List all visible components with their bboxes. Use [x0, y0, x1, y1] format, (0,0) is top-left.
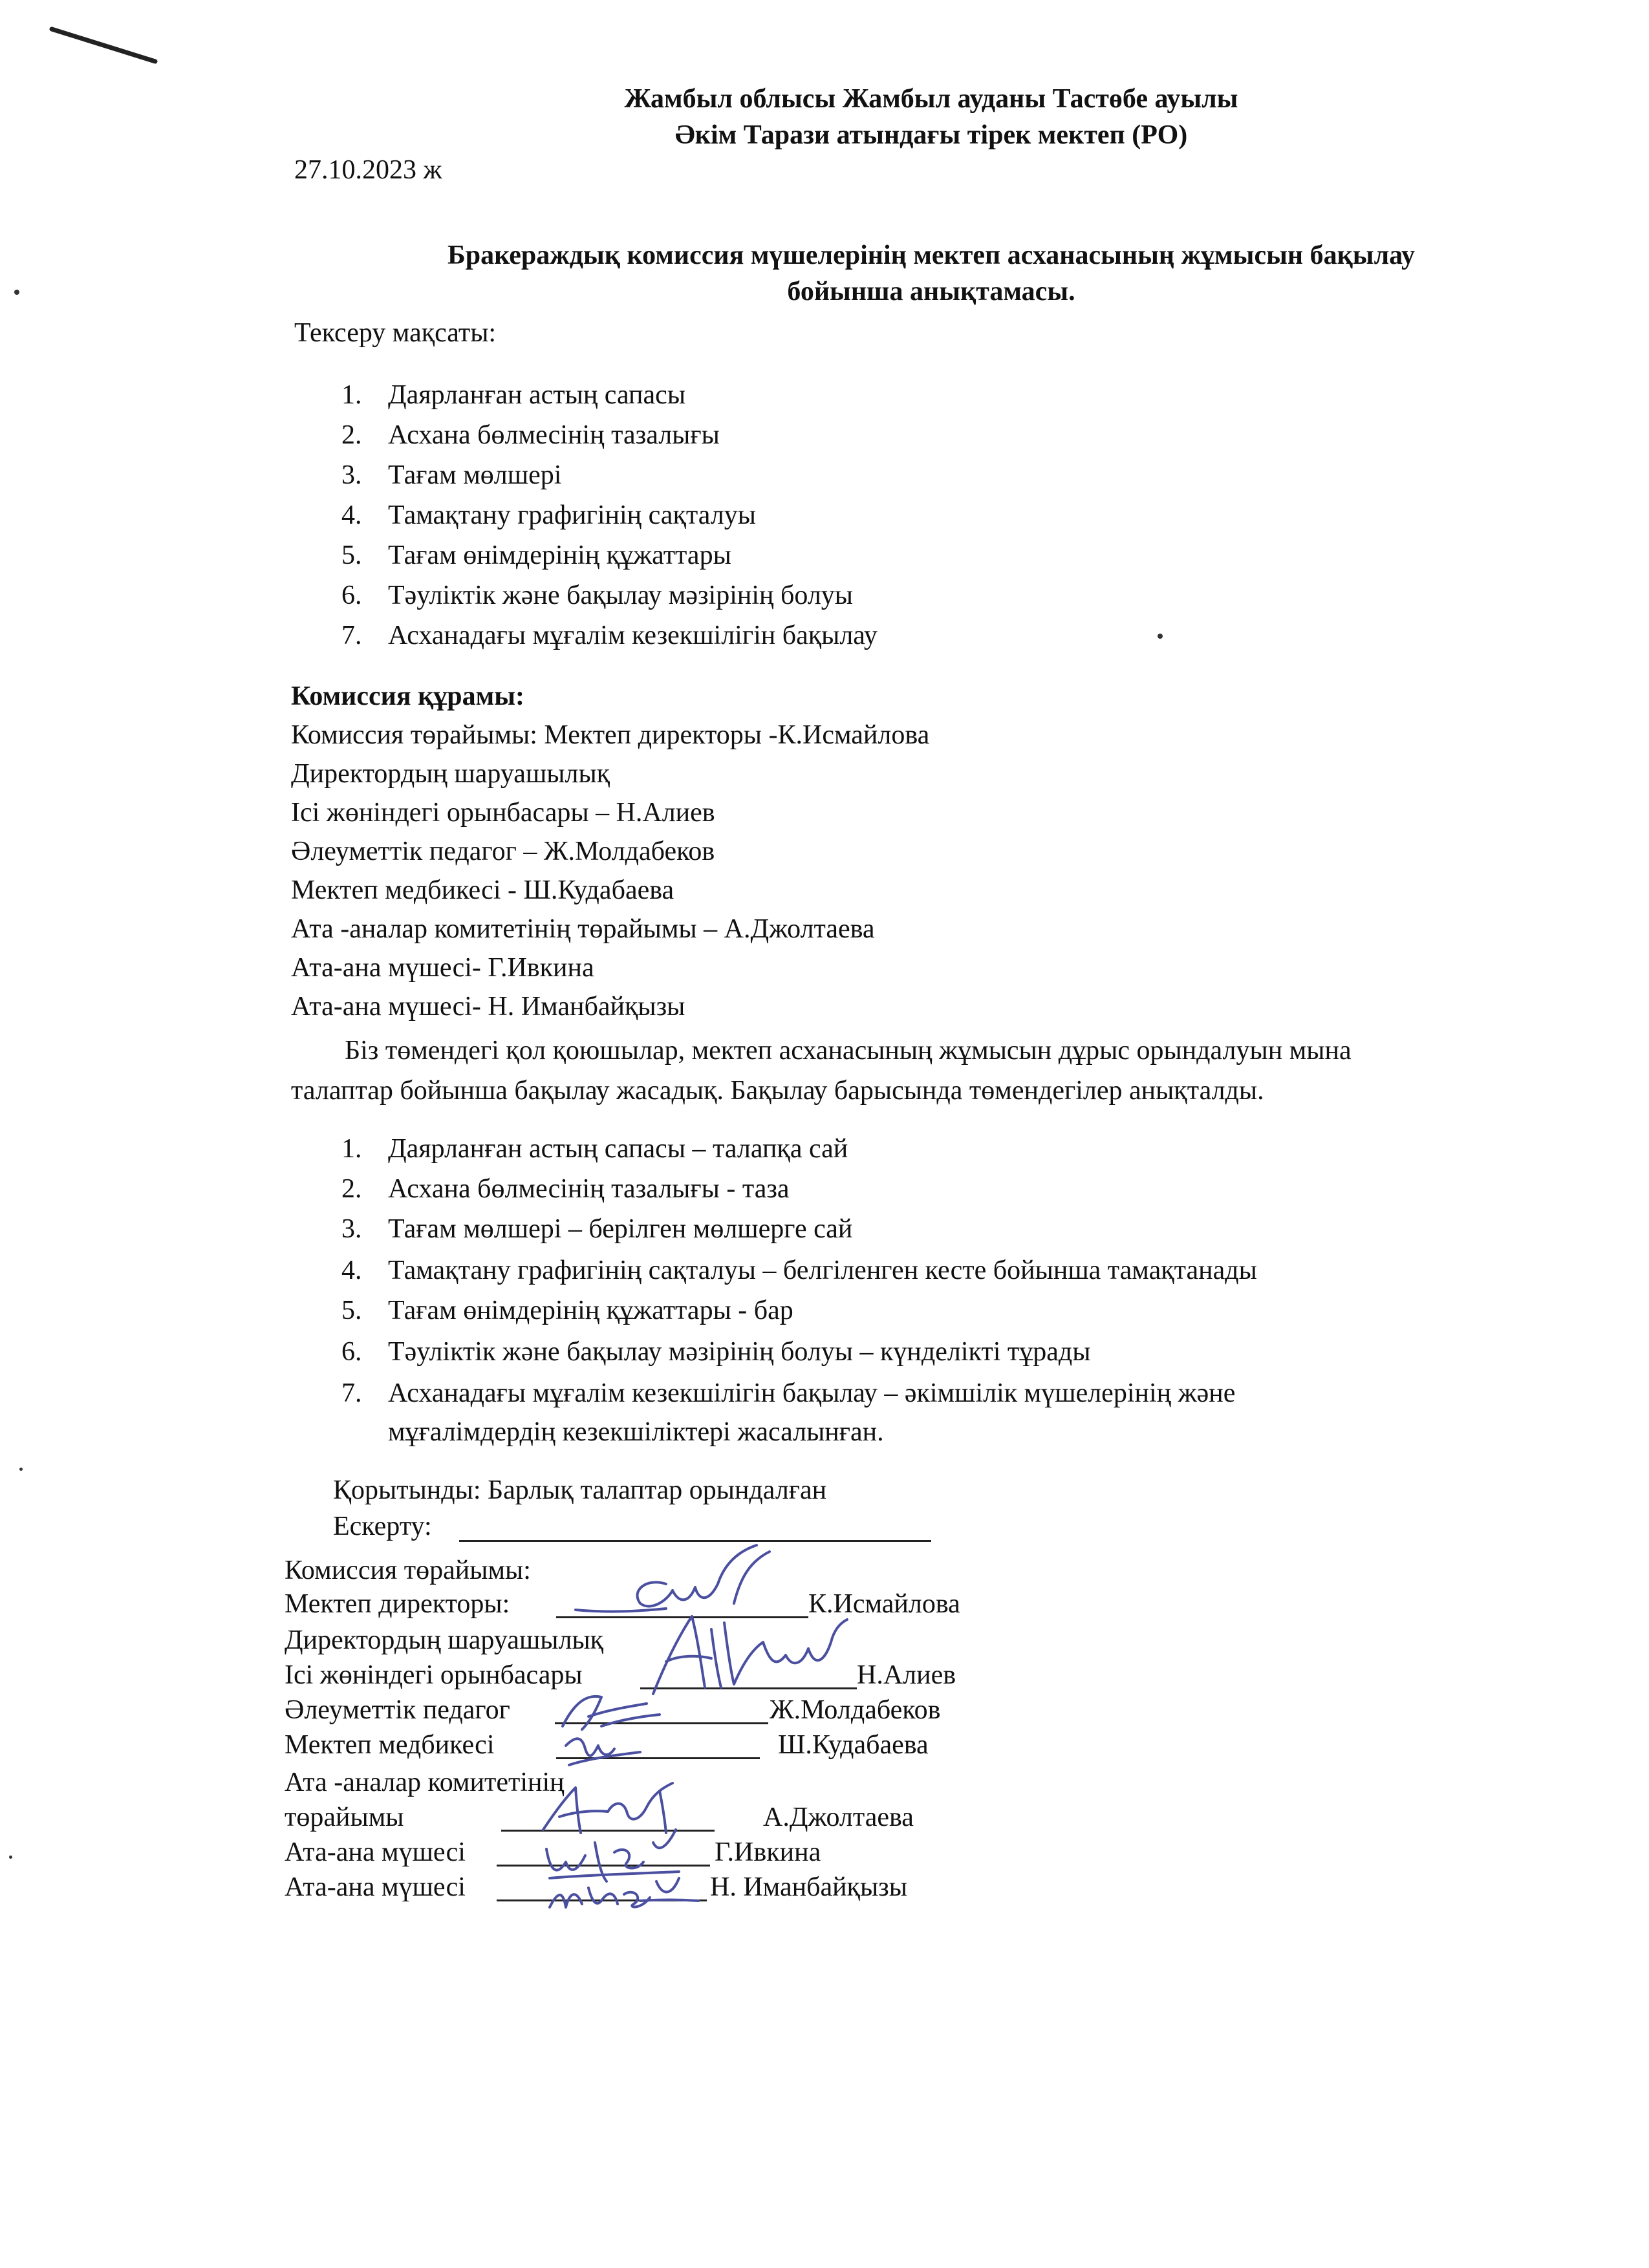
social-label: Әлеуметтік педагог [285, 1695, 510, 1725]
deputy-label-line-1: Директордың шаруашылық [285, 1625, 604, 1655]
goal-text: Асхана бөлмесінің тазалығы [388, 420, 720, 450]
finding-text: Асханадағы мұғалім кезекшілігін бақылау – әкімшілік мүшелерінің және [388, 1378, 1236, 1408]
finding-number: 2. [341, 1174, 362, 1204]
goal-text: Даярланған астың сапасы [388, 380, 686, 410]
goal-text: Тамақтану графигінің сақталуы [388, 500, 756, 530]
member2-signature [537, 1862, 718, 1927]
deputy-label-line-2: Ісі жөніндегі орынбасары [285, 1660, 583, 1690]
director-name: К.Исмайлова [808, 1589, 960, 1619]
header-line-2: Әкім Тарази атындағы тірек мектеп (РО) [674, 120, 1188, 150]
nurse-name: Ш.Кудабаева [778, 1730, 929, 1760]
goal-number: 7. [341, 621, 362, 650]
goals-label: Тексеру мақсаты: [294, 318, 497, 348]
member1-label: Ата-ана мүшесі [285, 1837, 466, 1867]
scan-speck [19, 1468, 23, 1471]
intro-line-2: талаптар бойынша бақылау жасадық. Бақылау барысында төмендегілер анықталды. [291, 1076, 1264, 1106]
parents-name: А.Джолтаева [763, 1803, 914, 1832]
goal-text: Тағам мөлшері [388, 460, 562, 490]
finding-number: 3. [341, 1214, 362, 1244]
document-title-line-2: бойынша анықтамасы. [787, 277, 1075, 306]
note-label: Ескерту: [333, 1512, 432, 1541]
header-line-1: Жамбыл облысы Жамбыл ауданы Тастөбе ауылы [624, 84, 1238, 114]
commission-line: Ісі жөніндегі орынбасары – Н.Алиев [291, 798, 715, 828]
finding-number: 7. [341, 1378, 362, 1408]
finding-text: Даярланған астың сапасы – талапқа сай [388, 1134, 848, 1164]
document-date: 27.10.2023 ж [294, 155, 442, 185]
member1-name: Г.Ивкина [715, 1837, 821, 1867]
finding-text-continuation: мұғалімдердің кезекшіліктері жасалынған. [388, 1417, 884, 1447]
goal-number: 5. [341, 540, 362, 570]
chair-label: Комиссия төрайымы: [285, 1556, 531, 1585]
parents-label-line-2: төрайымы [285, 1803, 404, 1832]
goal-number: 6. [341, 581, 362, 610]
goal-number: 3. [341, 460, 362, 490]
conclusion-text: Қорытынды: Барлық талаптар орындалған [333, 1475, 827, 1505]
goal-text: Тағам өнімдерінің құжаттары [388, 540, 731, 570]
member2-name: Н. Иманбайқызы [710, 1872, 907, 1902]
goal-text: Тәуліктік және бақылау мәзірінің болуы [388, 581, 854, 610]
commission-line: Әлеуметтік педагог – Ж.Молдабеков [291, 837, 715, 866]
scan-mark-line [45, 19, 162, 71]
goal-number: 2. [341, 420, 362, 450]
scan-speck [1158, 634, 1163, 639]
social-name: Ж.Молдабеков [770, 1695, 941, 1725]
commission-line: Директордың шаруашылық [291, 759, 610, 789]
goal-text: Асханадағы мұғалім кезекшілігін бақылау [388, 621, 878, 650]
deputy-name: Н.Алиев [857, 1660, 956, 1690]
nurse-label: Мектеп медбикесі [285, 1730, 495, 1760]
nurse-signature [556, 1720, 660, 1778]
member2-label: Ата-ана мүшесі [285, 1872, 466, 1902]
intro-line-1: Біз төмендегі қол қоюшылар, мектеп асханасының жұмысын дұрыс орындалуын мына [345, 1036, 1352, 1065]
parents-label-line-1: Ата -аналар комитетінің [285, 1768, 565, 1797]
commission-line: Ата-ана мүшесі- Г.Ивкина [291, 953, 594, 983]
commission-line: Комиссия төрайымы: Мектеп директоры -К.Исмайлова [291, 720, 930, 750]
finding-number: 6. [341, 1337, 362, 1367]
finding-number: 1. [341, 1134, 362, 1164]
goal-number: 1. [341, 380, 362, 410]
scan-speck [9, 1856, 12, 1859]
finding-number: 4. [341, 1256, 362, 1285]
finding-text: Тағам өнімдерінің құжаттары - бар [388, 1296, 793, 1325]
finding-text: Асхана бөлмесінің тазалығы - таза [388, 1174, 790, 1204]
finding-text: Тағам мөлшері – берілген мөлшерге сай [388, 1214, 853, 1244]
document-title-line-1: Бракераждық комиссия мүшелерінің мектеп асханасының жұмысын бақылау [447, 241, 1416, 270]
finding-number: 5. [341, 1296, 362, 1325]
commission-line: Ата -аналар комитетінің төрайымы – А.Джолтаева [291, 914, 875, 944]
finding-text: Тәуліктік және бақылау мәзірінің болуы – күнделікті тұрады [388, 1337, 1091, 1367]
commission-heading: Комиссия құрамы: [291, 681, 525, 711]
commission-line: Ата-ана мүшесі- Н. Иманбайқызы [291, 992, 685, 1022]
goal-number: 4. [341, 500, 362, 530]
commission-line: Мектеп медбикесі - Ш.Кудабаева [291, 875, 674, 905]
finding-text: Тамақтану графигінің сақталуы – белгіленген кесте бойынша тамақтанады [388, 1256, 1257, 1285]
director-label: Мектеп директоры: [285, 1589, 510, 1619]
